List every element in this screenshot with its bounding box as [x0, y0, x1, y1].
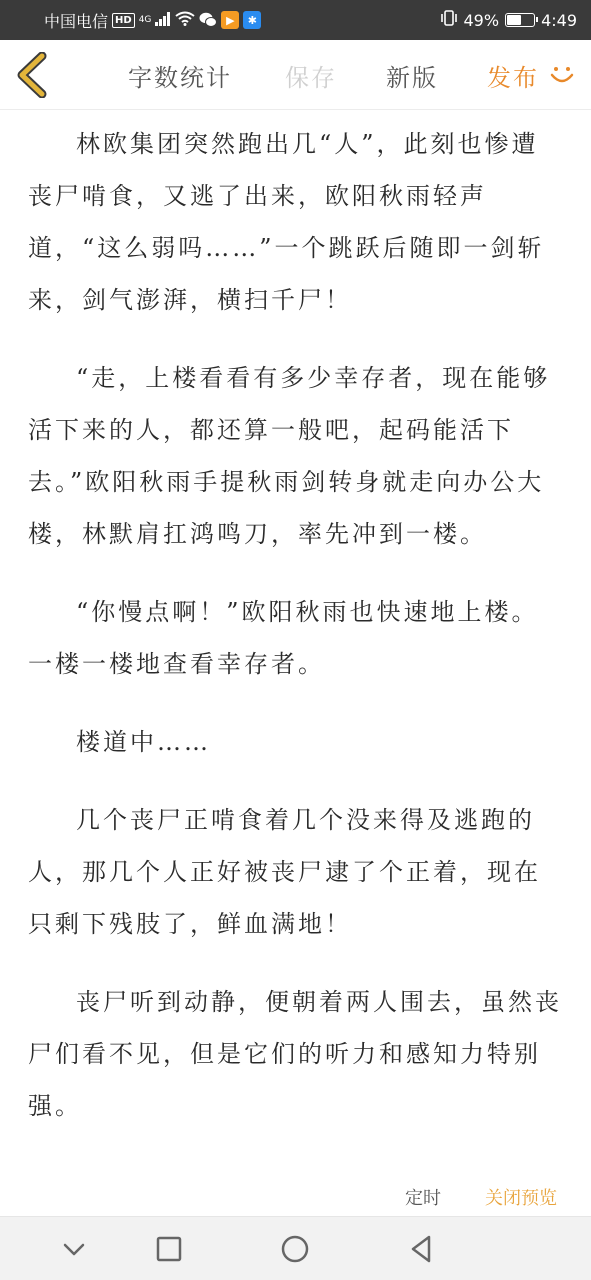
- battery-icon: [505, 13, 535, 27]
- network-type: 4G: [138, 15, 152, 25]
- nav-back-button[interactable]: [405, 1233, 437, 1265]
- emoji-icon[interactable]: [548, 60, 576, 88]
- clock: 4:49: [541, 10, 577, 30]
- nav-hide-button[interactable]: [58, 1233, 90, 1265]
- paragraph: 几个丧尸正啃食着几个没来得及逃跑的人，那几个人正好被丧尸逮了个正着，现在只剩下残肢了，鲜血满地！: [28, 806, 541, 938]
- status-bar: [0, 0, 591, 40]
- video-app-icon: ▶: [221, 11, 239, 29]
- save-button[interactable]: 保存: [285, 64, 337, 92]
- square-icon: [153, 1233, 185, 1265]
- back-button[interactable]: [14, 52, 50, 98]
- wechat-icon: [199, 11, 217, 29]
- vibrate-icon: [440, 10, 458, 30]
- article-preview: [28, 118, 564, 1158]
- word-count-button[interactable]: 字数统计: [128, 64, 232, 92]
- chevron-left-icon: [14, 52, 50, 98]
- nav-home-button[interactable]: [279, 1233, 311, 1265]
- triangle-back-icon: [405, 1233, 437, 1265]
- battery-fill: [507, 15, 521, 25]
- system-nav-bar: [0, 1216, 591, 1280]
- paragraph: 林欧集团突然跑出几“人”，此刻也惨遭丧尸啃食，又逃了出来，欧阳秋雨轻声道，“这么弱吗……”一个跳跃后随即一剑斩来，剑气澎湃，横扫千尸！: [28, 130, 545, 314]
- paragraph: 楼道中……: [76, 728, 211, 756]
- paragraph: “走，上楼看看有多少幸存者，现在能够活下来的人，都还算一般吧，起码能活下去。”欧阳秋雨手提秋雨剑转身就走向办公大楼，林默肩扛鸿鸣刀，率先冲到一楼。: [28, 364, 551, 548]
- schedule-button[interactable]: 定时: [405, 1188, 441, 1209]
- paragraph: 丧尸听到动静，便朝着两人围去，虽然丧尸们看不见，但是它们的听力和感知力特别强。: [28, 988, 562, 1120]
- signal-icon: [155, 11, 171, 30]
- chevron-down-icon: [58, 1233, 90, 1265]
- sport-app-icon: ✱: [243, 11, 261, 29]
- close-preview-button[interactable]: 关闭预览: [485, 1188, 557, 1209]
- paragraph: “你慢点啊！”欧阳秋雨也快速地上楼。一楼一楼地查看幸存者。: [28, 598, 539, 678]
- wifi-icon: [175, 11, 195, 30]
- battery-percent: 49%: [463, 10, 500, 30]
- nav-recents-button[interactable]: [153, 1233, 185, 1265]
- carrier-label: 中国电信: [44, 11, 109, 31]
- circle-icon: [279, 1233, 311, 1265]
- publish-button[interactable]: 发布: [487, 64, 539, 92]
- hd-badge: HD: [112, 13, 135, 28]
- editor-toolbar: [0, 40, 591, 110]
- new-version-button[interactable]: 新版: [386, 64, 438, 92]
